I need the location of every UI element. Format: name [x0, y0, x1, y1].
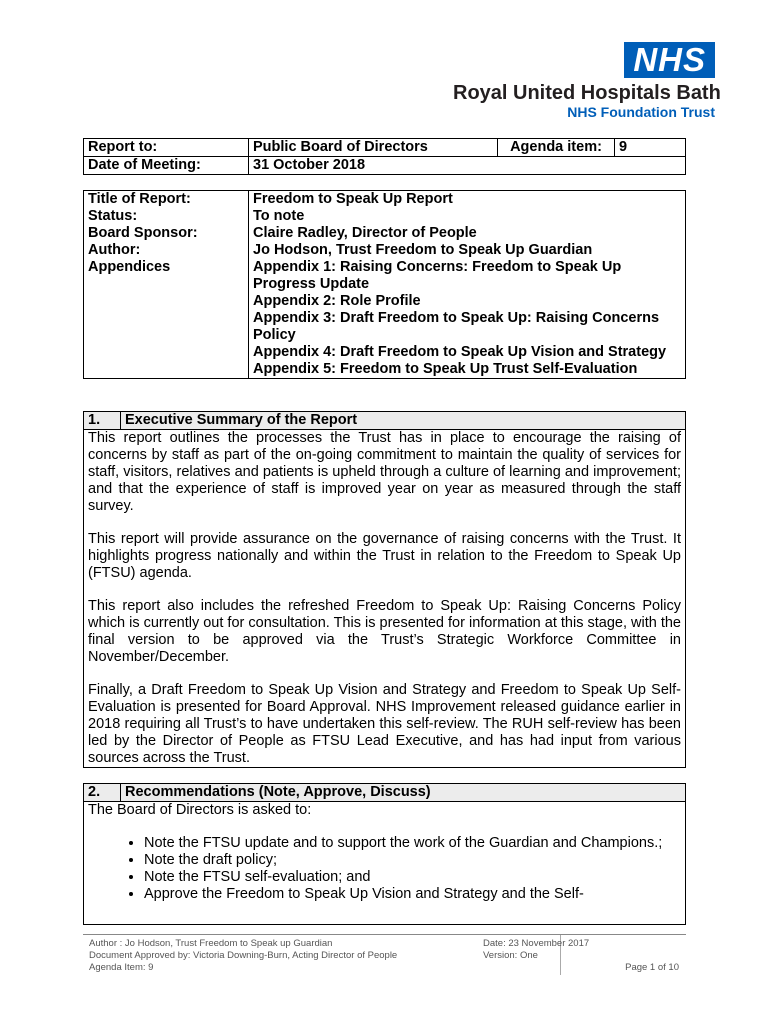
details-labels	[84, 191, 249, 379]
footer-date: Date: 23 November 2017	[483, 938, 590, 949]
list-item: • Note the FTSU update and to support the work of the Guardian and Champions.;	[144, 835, 681, 852]
footer-right	[483, 938, 683, 974]
appendix-item: Appendix 3: Draft Freedom to Speak Up: Raising Concerns Policy	[253, 310, 660, 343]
paragraph: Finally, a Draft Freedom to Speak Up Vision and Strategy and Freedom to Speak Up Self-Evaluation is presented for Board Approval. NHS Improvement released guidance earlier in 2018 requiring all Trust’s to have undertaken this self-review. The RUH self-review has been led by the Director of People as FTSU Lead Executive, and has had input from various sources across the Trust.	[88, 682, 681, 766]
sponsor-label: Board Sponsor:	[88, 225, 198, 241]
list-item: • Note the draft policy;	[144, 852, 681, 869]
footer-agenda: Agenda Item: 9	[89, 962, 154, 973]
title-label: Title of Report:	[88, 191, 191, 207]
footer-approved: Document Approved by: Victoria Downing-Burn, Acting Director of People	[89, 950, 398, 961]
executive-summary-section	[83, 411, 686, 768]
meeting-table	[83, 138, 686, 175]
org-subtitle: NHS Foundation Trust	[567, 104, 715, 120]
list-item: • Approve the Freedom to Speak Up Vision and Strategy and the Self-	[144, 886, 681, 903]
paragraph: This report will provide assurance on the governance of raising concerns with the Trust. It highlights progress nationally and within the Trust in relation to the Freedom to Speak Up (FTSU) agenda.	[88, 531, 681, 581]
status-label: Status:	[88, 208, 138, 224]
nhs-logo: NHS	[624, 42, 715, 78]
appendix-item: Appendix 4: Draft Freedom to Speak Up Vision and Strategy	[253, 344, 667, 360]
list-item: • Note the FTSU self-evaluation; and	[144, 869, 681, 886]
section-body	[84, 802, 686, 925]
trust-logo	[453, 41, 721, 121]
status-value: To note	[253, 208, 305, 224]
details-values	[249, 191, 686, 379]
section-heading: Executive Summary of the Report	[121, 412, 686, 430]
section-body	[84, 430, 686, 768]
section-number: 1.	[84, 412, 121, 430]
author-label: Author:	[88, 242, 141, 258]
page-footer	[83, 934, 686, 973]
section-heading: Recommendations (Note, Approve, Discuss)	[121, 784, 686, 802]
recommendations-section	[83, 783, 686, 925]
section-number: 2.	[84, 784, 121, 802]
paragraph: This report also includes the refreshed Freedom to Speak Up: Raising Concerns Policy which is currently out for consultation. This is presented for information at this stage, with the final version to be approved via the Trust’s Strategic Workforce Committee in November/December.	[88, 598, 681, 665]
paragraph: This report outlines the processes the Trust has in place to encourage the raising of concerns by staff as part of the on-going commitment to maintain the quality of services for staff, visitors, relatives and patients is upheld through a culture of learning and improvement; and that the experience of staff is improved year on year as measured through the staff survey.	[88, 430, 681, 514]
title-value: Freedom to Speak Up Report	[253, 191, 453, 207]
report-to-value: Public Board of Directors	[249, 139, 498, 157]
footer-left	[89, 938, 397, 974]
agenda-label: Agenda item:	[498, 139, 615, 157]
footer-author: Author : Jo Hodson, Trust Freedom to Speak up Guardian	[89, 938, 333, 949]
sponsor-value: Claire Radley, Director of People	[253, 225, 477, 241]
appendix-item: Appendix 2: Role Profile	[253, 293, 421, 309]
recommendations-intro: The Board of Directors is asked to:	[88, 802, 312, 818]
date-value: 31 October 2018	[249, 157, 686, 175]
appendices-label: Appendices	[88, 259, 171, 275]
agenda-value: 9	[615, 139, 686, 157]
appendix-item: Appendix 5: Freedom to Speak Up Trust Self-Evaluation	[253, 361, 638, 377]
appendix-item: Appendix 1: Raising Concerns: Freedom to Speak Up Progress Update	[253, 259, 622, 292]
org-name: Royal United Hospitals Bath	[453, 82, 721, 104]
report-to-label: Report to:	[84, 139, 249, 157]
report-details-table	[83, 190, 686, 379]
date-label: Date of Meeting:	[84, 157, 249, 175]
recommendations-list	[88, 835, 681, 903]
footer-version: Version: One	[483, 950, 538, 961]
page-number: Page 1 of 10	[625, 962, 679, 973]
author-value: Jo Hodson, Trust Freedom to Speak Up Guardian	[253, 242, 593, 258]
